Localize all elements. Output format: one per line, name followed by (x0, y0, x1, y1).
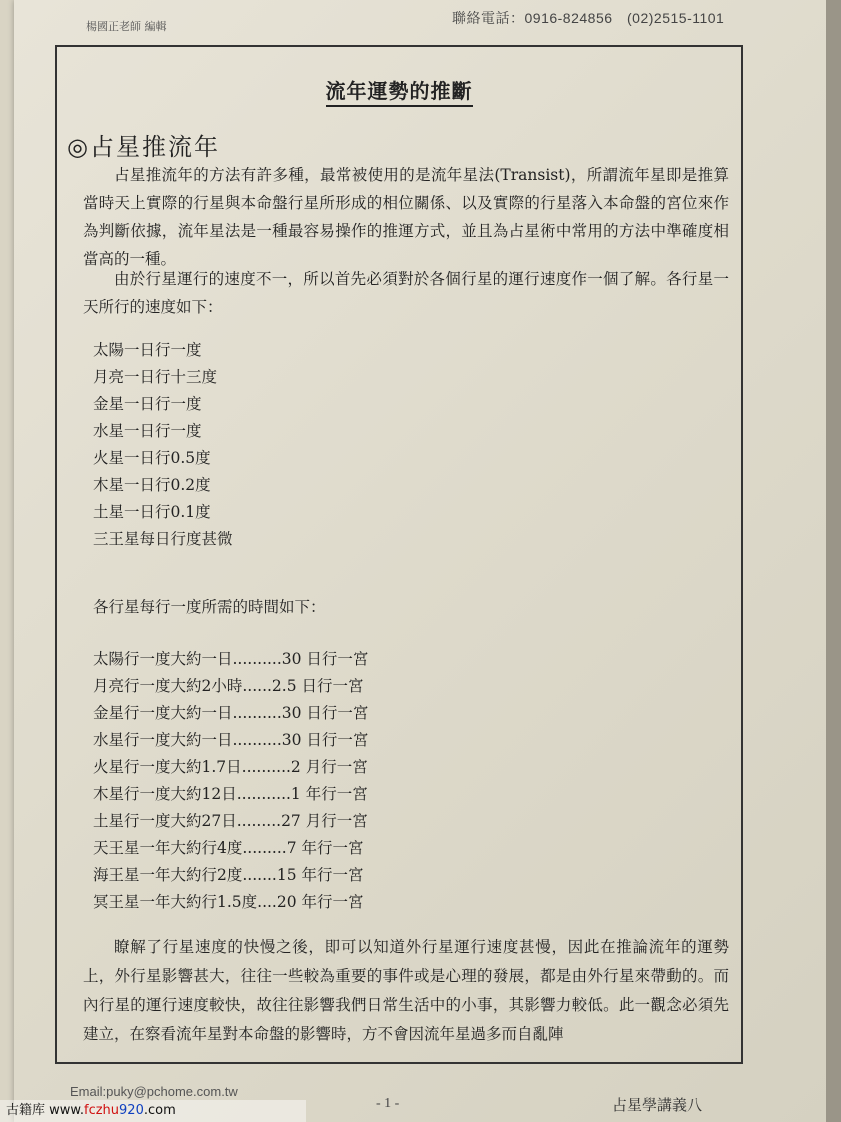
list-item: 木星行一度大約12日...........1 年行一宮 (93, 785, 368, 803)
list-item: 土星行一度大約27日.........27 月行一宮 (93, 812, 368, 830)
phone-header: 聯絡電話：0916-824856 (02)2515-1101 (452, 10, 725, 26)
list-item: 火星一日行0.5度 (93, 449, 211, 467)
list-item: 天王星一年大約行4度.........7 年行一宮 (93, 839, 364, 857)
list-item: 海王星一年大約行2度.......15 年行一宮 (93, 866, 364, 884)
list-item: 水星一日行一度 (93, 422, 202, 440)
author-header: 楊國正老師 編輯 (86, 20, 167, 33)
content-frame (55, 45, 743, 1064)
list-item: 月亮一日行十三度 (93, 368, 218, 386)
list-item: 金星一日行一度 (93, 395, 202, 413)
page-title: 流年運勢的推斷 (57, 75, 741, 104)
watermark-site-name: 古籍库 (6, 1103, 46, 1118)
page-number: - 1 - (376, 1096, 400, 1111)
list-item: 太陽一日行一度 (93, 341, 202, 359)
site-watermark (0, 1100, 306, 1122)
list-item: 三王星每日行度甚微 (93, 530, 233, 548)
list-item: 木星一日行0.2度 (93, 476, 211, 494)
footer-course: 占星學講義八 (612, 1096, 703, 1114)
list-item: 金星行一度大約一日..........30 日行一宮 (93, 704, 369, 722)
watermark-url-mid: fczhu (84, 1103, 120, 1118)
watermark-url-suffix: .com (143, 1103, 176, 1118)
speed-list (93, 337, 233, 553)
time-list (93, 646, 368, 916)
list-item: 冥王星一年大約行1.5度....20 年行一宮 (93, 893, 364, 911)
speed-intro-paragraph: 由於行星運行的速度不一，所以首先必須對於各個行星的運行速度作一個了解。各行星一天所行的速度如下： (83, 270, 729, 316)
time-heading: 各行星每行一度所需的時間如下： (93, 598, 326, 616)
list-item: 火星行一度大約1.7日..........2 月行一宮 (93, 758, 368, 776)
list-item: 土星一日行0.1度 (93, 503, 211, 521)
conclusion-paragraph: 瞭解了行星速度的快慢之後，即可以知道外行星運行速度甚慢，因此在推論流年的運勢上，外行星影響甚大，往往一些較為重要的事件或是心理的發展，都是由外行星來帶動的。而內行星的運行速度較快，故往往影響我們日常生活中的小事，其影響力較低。此一觀念必須先建立，在察看流年星對本命盤的影響時，方不會因流年星過多而自亂陣 (83, 938, 729, 1043)
intro-paragraph: 占星推流年的方法有許多種，最常被使用的是流年星法(Transist)，所謂流年星即是推算當時天上實際的行星與本命盤行星所形成的相位關係、以及實際的行星落入本命盤的宮位來作為判斷依據，流年星法是一種最容易操作的推運方式，並且為占星術中常用的方法中準確度相當高的一種。 (83, 166, 729, 268)
watermark-url-prefix: www. (49, 1103, 84, 1118)
footer-email: Email:puky@pchome.com.tw (70, 1084, 238, 1099)
section-heading: ◎占星推流年 (67, 133, 220, 161)
list-item: 水星行一度大約一日..........30 日行一宮 (93, 731, 369, 749)
book-spine (826, 0, 841, 1122)
list-item: 太陽行一度大約一日..........30 日行一宮 (93, 650, 369, 668)
list-item: 月亮行一度大約2小時......2.5 日行一宮 (93, 677, 364, 695)
watermark-url-num: 920 (119, 1103, 144, 1118)
